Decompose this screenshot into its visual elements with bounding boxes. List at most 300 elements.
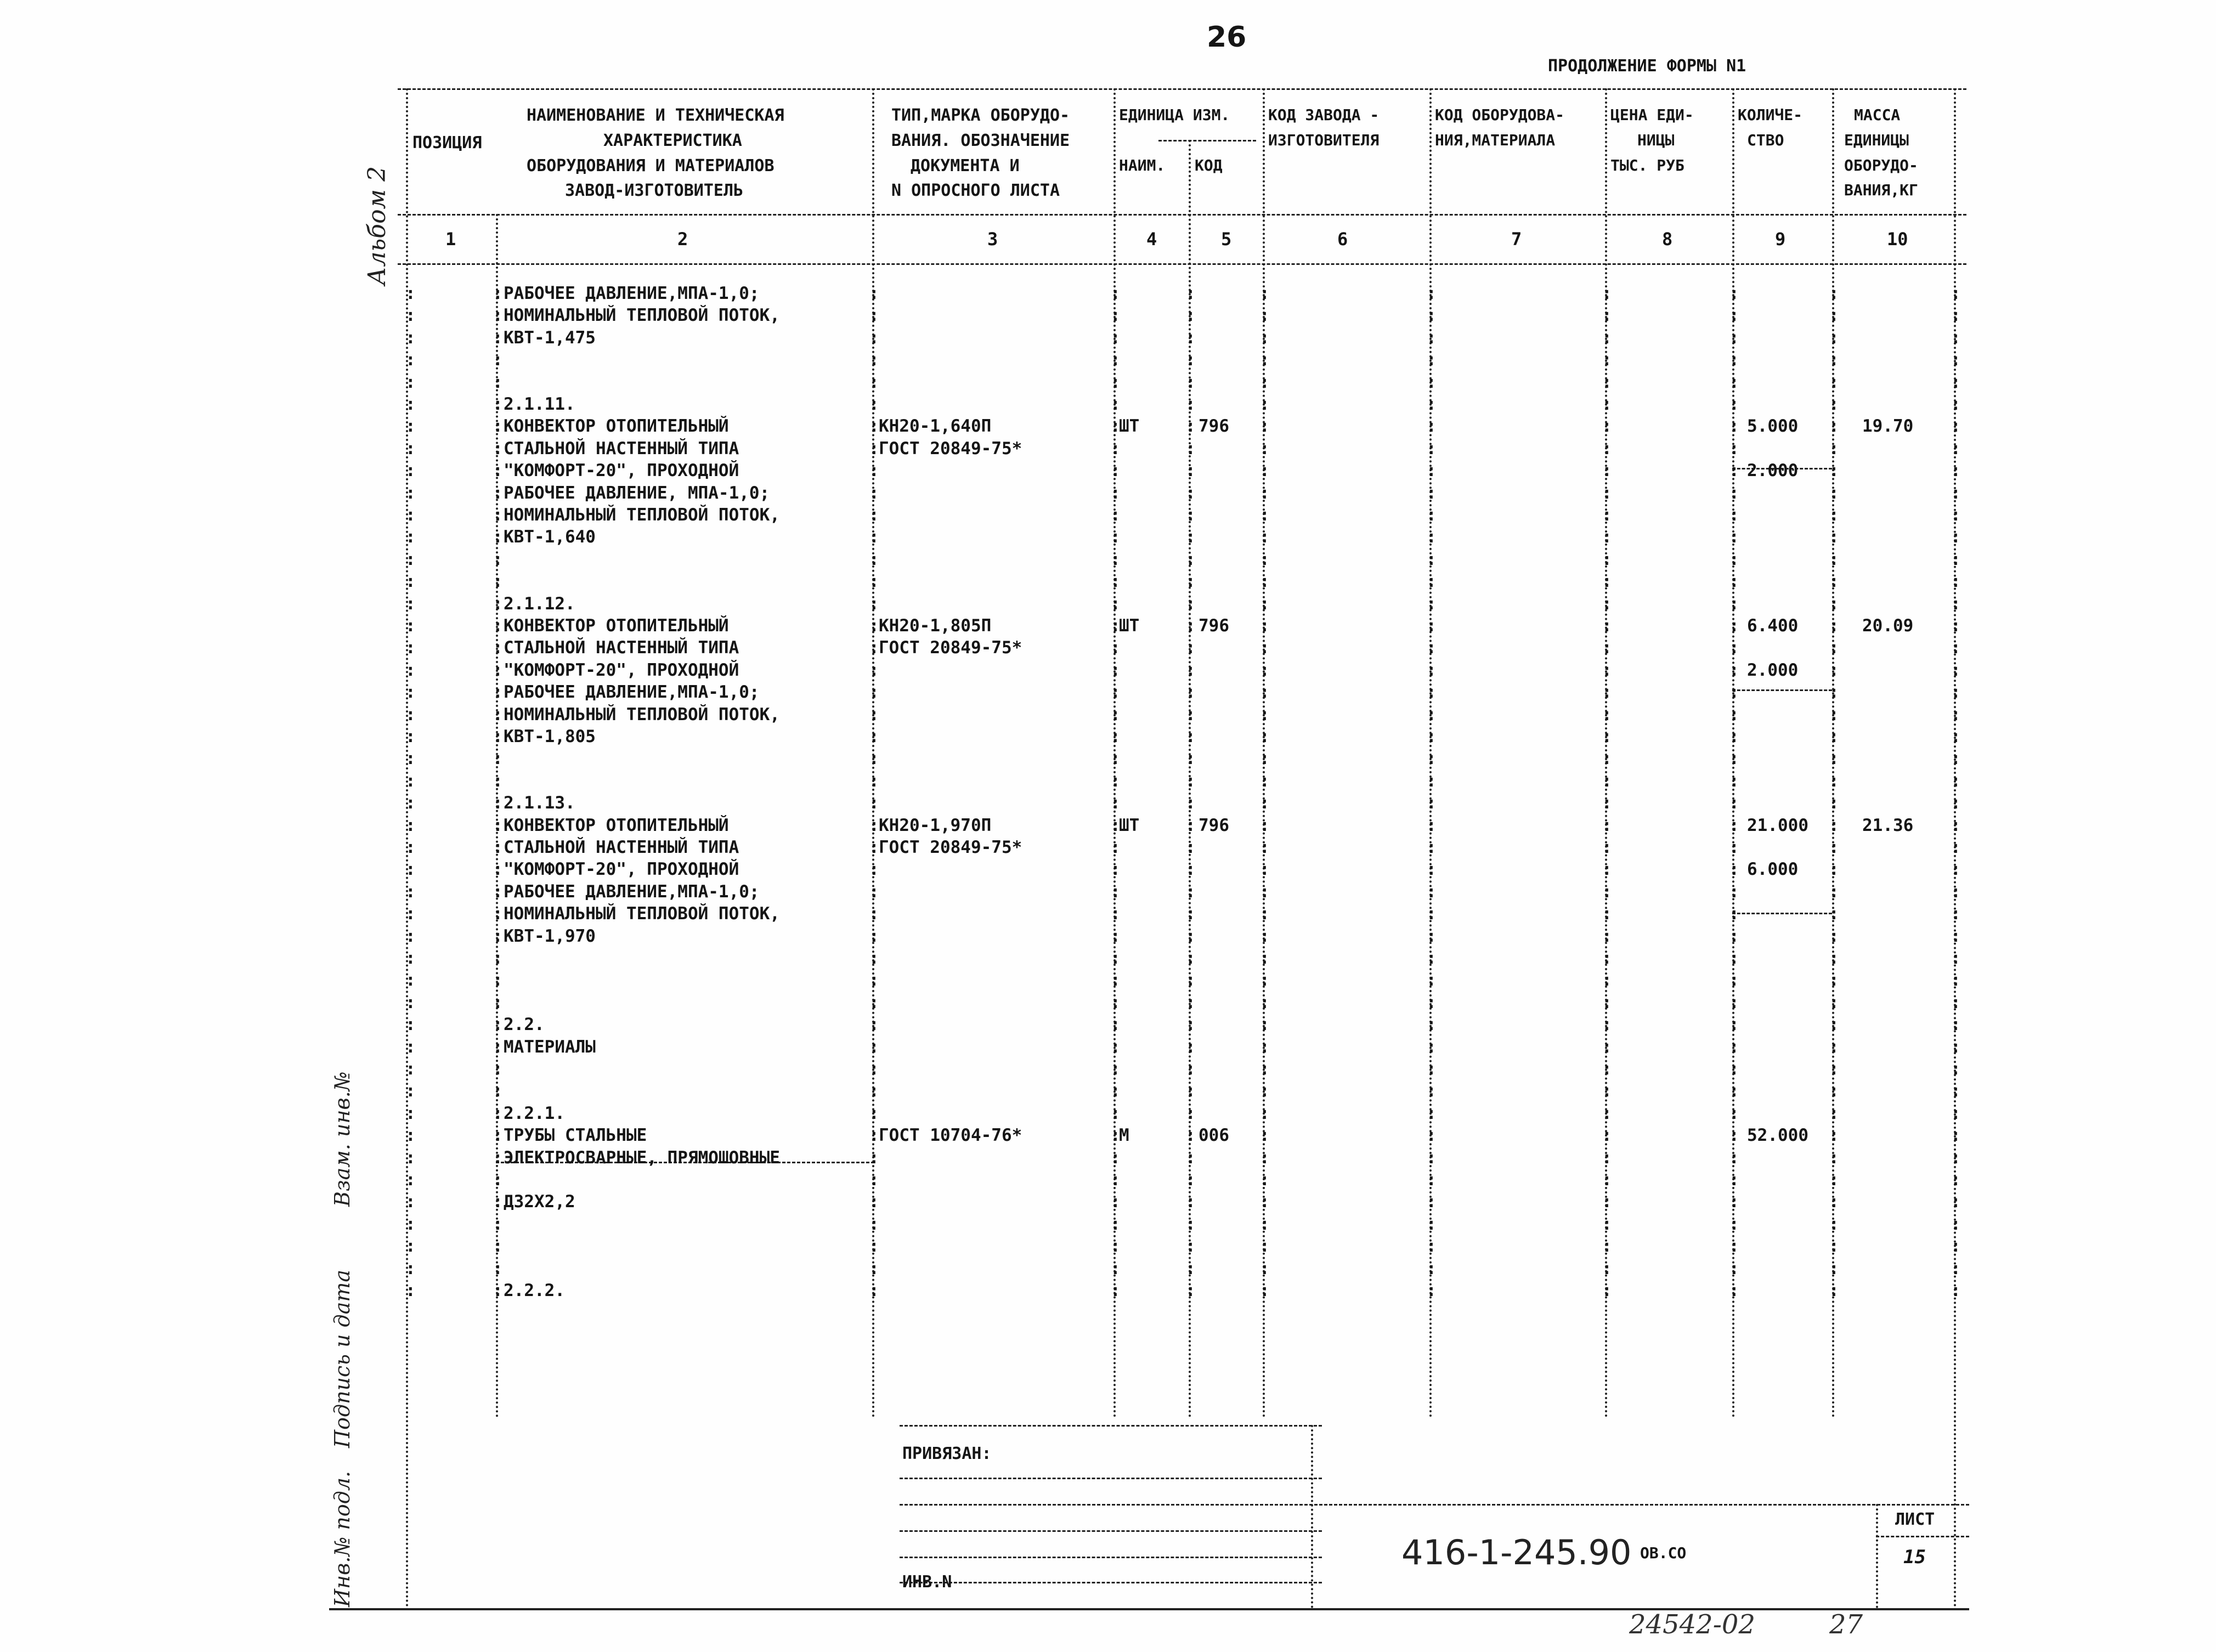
row-type-cell: ГОСТ 10704-76*: [879, 1125, 1022, 1145]
column-separator-mark: :: [405, 682, 416, 702]
column-separator-mark: :: [1829, 838, 1839, 857]
column-separator-mark: :: [1602, 993, 1612, 1012]
column-separator-mark: :: [1829, 1015, 1839, 1034]
row-type-cell: ГОСТ 20849-75*: [879, 439, 1022, 459]
column-separator-mark: :: [1829, 328, 1839, 348]
column-separator-mark: :: [493, 572, 503, 591]
column-separator-mark: :: [1110, 993, 1121, 1012]
column-separator-mark: :: [1185, 882, 1196, 902]
column-separator-mark: :: [493, 1259, 503, 1278]
column-separator-mark: :: [1602, 727, 1612, 746]
column-separator-mark: :: [1729, 416, 1739, 436]
column-separator-mark: :: [1951, 705, 1961, 725]
column-separator-mark: :: [405, 439, 416, 459]
column-separator-mark: :: [1829, 1081, 1839, 1101]
column-separator-mark: :: [493, 948, 503, 968]
column-separator-mark: :: [1185, 461, 1196, 480]
header-equip-line: НИЯ,МАТЕРИАЛА: [1435, 131, 1556, 149]
column-separator-mark: :: [1110, 1259, 1121, 1278]
column-separator-mark: :: [1951, 1236, 1961, 1256]
column-separator-mark: :: [405, 1192, 416, 1212]
column-separator-mark: :: [1426, 705, 1437, 725]
row-mass-cell: 19.70: [1862, 416, 1914, 436]
row-qty-cell: 6.400: [1747, 616, 1799, 636]
column-separator-mark: :: [1602, 461, 1612, 480]
column-separator-mark: :: [1426, 439, 1437, 459]
column-separator-mark: :: [1110, 793, 1121, 813]
column-separator-mark: :: [405, 660, 416, 680]
column-separator-mark: :: [1426, 638, 1437, 658]
column-separator-mark: :: [1110, 394, 1121, 414]
row-name-cell: КВТ-1,805: [504, 727, 596, 746]
column-separator-mark: :: [1829, 948, 1839, 968]
column-separator-mark: :: [869, 838, 879, 857]
row-name-cell: 2.2.2.: [504, 1281, 565, 1300]
column-separator-mark: :: [1259, 394, 1270, 414]
header-mass-line: ЕДИНИЦЫ: [1844, 131, 1909, 149]
column-separator-mark: :: [869, 483, 879, 503]
column-separator-mark: :: [1951, 904, 1961, 924]
column-separator-mark: :: [1110, 461, 1121, 480]
column-separator-mark: :: [1110, 572, 1121, 591]
column-separator-mark: :: [1185, 705, 1196, 725]
column-separator-mark: :: [1110, 970, 1121, 990]
col-number: 4: [1146, 229, 1157, 250]
column-separator-mark: :: [1951, 284, 1961, 303]
header-unit-label: ЕДИНИЦА ИЗМ.: [1119, 106, 1230, 124]
column-separator-mark: :: [1426, 505, 1437, 525]
unit-split-line: [1158, 140, 1256, 142]
column-separator-mark: :: [1110, 1236, 1121, 1256]
row-name-cell: РАБОЧЕЕ ДАВЛЕНИЕ, МПА-1,0;: [504, 483, 770, 503]
column-separator-mark: :: [1951, 1081, 1961, 1101]
column-separator-mark: :: [1602, 350, 1612, 370]
column-separator-mark: :: [1729, 1148, 1739, 1168]
column-separator-mark: :: [493, 882, 503, 902]
column-separator-mark: :: [1602, 1037, 1612, 1057]
column-separator-mark: :: [1829, 1059, 1839, 1079]
column-separator-mark: :: [1951, 1015, 1961, 1034]
column-separator-mark: :: [1602, 1081, 1612, 1101]
column-separator-mark: :: [1185, 1037, 1196, 1057]
column-separator-mark: :: [1729, 394, 1739, 414]
row-unit-cell: ШТ: [1119, 616, 1140, 636]
column-separator-mark: :: [1951, 1059, 1961, 1079]
column-separator-mark: :: [1602, 1015, 1612, 1034]
column-separator-mark: :: [1729, 838, 1739, 857]
column-separator-mark: :: [1185, 859, 1196, 879]
column-separator-mark: :: [1602, 1104, 1612, 1123]
column-separator-mark: :: [1951, 838, 1961, 857]
column-separator-mark: :: [1185, 1015, 1196, 1034]
column-separator-mark: :: [493, 505, 503, 525]
row-name-cell: 2.2.1.: [504, 1104, 565, 1123]
column-separator-mark: :: [1259, 284, 1270, 303]
row-name-cell: КВТ-1,475: [504, 328, 596, 348]
column-separator-mark: :: [1829, 1148, 1839, 1168]
column-separator-mark: :: [869, 1037, 879, 1057]
continuation-title: ПРОДОЛЖЕНИЕ ФОРМЫ N1: [1548, 56, 1746, 76]
col-number: 1: [445, 229, 456, 250]
column-separator-mark: :: [493, 970, 503, 990]
row-qty-cell: 21.000: [1747, 816, 1808, 835]
column-separator-mark: :: [1729, 1170, 1739, 1190]
column-separator-mark: :: [1110, 682, 1121, 702]
column-separator-mark: :: [1951, 926, 1961, 946]
column-separator-mark: :: [869, 682, 879, 702]
column-separator-mark: :: [1729, 859, 1739, 879]
column-separator-mark: :: [869, 1259, 879, 1278]
column-separator-mark: :: [1259, 1104, 1270, 1123]
column-separator-mark: :: [1426, 305, 1437, 325]
column-separator-mark: :: [1602, 793, 1612, 813]
column-separator-mark: :: [1259, 705, 1270, 725]
column-separator-mark: :: [1829, 439, 1839, 459]
column-separator-mark: :: [1951, 328, 1961, 348]
row-name-cell: 2.1.11.: [504, 394, 575, 414]
column-separator-mark: :: [1829, 727, 1839, 746]
column-separator-mark: :: [1829, 527, 1839, 547]
column-separator-mark: :: [1426, 394, 1437, 414]
column-separator-mark: :: [405, 638, 416, 658]
header-plant-line: ИЗГОТОВИТЕЛЯ: [1268, 131, 1380, 149]
stamp-divider: [1876, 1504, 1878, 1608]
column-separator-mark: :: [1259, 749, 1270, 768]
column-separator-mark: :: [1110, 838, 1121, 857]
column-separator-mark: :: [1110, 749, 1121, 768]
column-separator-mark: :: [1729, 350, 1739, 370]
column-separator-mark: :: [869, 394, 879, 414]
column-separator-mark: :: [869, 550, 879, 569]
column-separator-mark: :: [1829, 461, 1839, 480]
column-separator-mark: :: [869, 1192, 879, 1212]
column-separator-mark: :: [405, 461, 416, 480]
column-separator-mark: :: [1951, 1125, 1961, 1145]
column-separator-mark: :: [405, 1015, 416, 1034]
row-code-cell: 796: [1199, 816, 1229, 835]
column-separator-mark: :: [1729, 594, 1739, 614]
qty-split-line: [1732, 913, 1832, 914]
column-separator-mark: :: [1110, 505, 1121, 525]
column-separator-mark: :: [1259, 1214, 1270, 1234]
column-separator-mark: :: [1110, 328, 1121, 348]
column-separator-mark: :: [493, 527, 503, 547]
column-separator-mark: :: [1729, 638, 1739, 658]
column-separator-mark: :: [1185, 1148, 1196, 1168]
column-separator-mark: :: [493, 1081, 503, 1101]
col-number: 9: [1775, 229, 1786, 250]
column-separator-mark: :: [1426, 1214, 1437, 1234]
row-name-cell: ТРУБЫ СТАЛЬНЫЕ: [504, 1125, 647, 1145]
header-type-line: ТИП,МАРКА ОБОРУДО-: [891, 106, 1070, 125]
column-separator-mark: :: [1259, 372, 1270, 392]
column-separator-mark: :: [1110, 1081, 1121, 1101]
column-separator-mark: :: [405, 793, 416, 813]
column-separator-mark: :: [1426, 816, 1437, 835]
column-separator-mark: :: [405, 1259, 416, 1278]
column-separator-mark: :: [869, 1214, 879, 1234]
column-separator-mark: :: [1729, 483, 1739, 503]
column-separator-mark: :: [1602, 926, 1612, 946]
column-separator-mark: :: [869, 1059, 879, 1079]
column-separator-mark: :: [869, 1236, 879, 1256]
column-separator-mark: :: [1185, 1081, 1196, 1101]
row-name-cell: СТАЛЬНОЙ НАСТЕННЫЙ ТИПА: [504, 838, 739, 857]
column-separator-mark: :: [1602, 1236, 1612, 1256]
column-separator-mark: :: [1259, 926, 1270, 946]
column-separator-mark: :: [869, 616, 879, 636]
row-name-cell: КОНВЕКТОР ОТОПИТЕЛЬНЫЙ: [504, 416, 729, 436]
col-number: 6: [1337, 229, 1348, 250]
column-separator-mark: :: [1602, 1214, 1612, 1234]
column-separator-mark: :: [869, 305, 879, 325]
column-separator-mark: :: [1829, 284, 1839, 303]
column-separator-mark: :: [1185, 948, 1196, 968]
column-separator-mark: :: [1110, 439, 1121, 459]
column-separator-mark: :: [1185, 1214, 1196, 1234]
column-separator-mark: :: [1829, 771, 1839, 791]
table-top-border: [398, 88, 1966, 90]
column-separator-mark: :: [405, 483, 416, 503]
column-separator-mark: :: [1185, 1259, 1196, 1278]
column-separator-mark: :: [869, 948, 879, 968]
column-separator-mark: :: [869, 328, 879, 348]
column-separator-mark: :: [1729, 904, 1739, 924]
column-separator-mark: :: [1426, 483, 1437, 503]
column-separator-mark: :: [1259, 859, 1270, 879]
column-separator-mark: :: [1729, 328, 1739, 348]
column-separator-mark: :: [1426, 1236, 1437, 1256]
row-name-cell: СТАЛЬНОЙ НАСТЕННЫЙ ТИПА: [504, 638, 739, 658]
row-mass-cell: 20.09: [1862, 616, 1914, 636]
column-separator-mark: :: [1426, 660, 1437, 680]
column-separator-mark: :: [1110, 1015, 1121, 1034]
column-separator-mark: :: [1729, 682, 1739, 702]
column-separator-mark: :: [493, 660, 503, 680]
header-price-line: ЦЕНА ЕДИ-: [1610, 106, 1694, 124]
column-separator-mark: :: [1426, 771, 1437, 791]
column-separator-mark: :: [493, 372, 503, 392]
column-separator-mark: :: [1602, 572, 1612, 591]
column-separator-mark: :: [405, 1104, 416, 1123]
header-price-line: НИЦЫ: [1637, 131, 1675, 149]
column-separator-mark: :: [869, 416, 879, 436]
column-separator-mark: :: [1110, 616, 1121, 636]
column-separator-mark: :: [1259, 1236, 1270, 1256]
column-separator-mark: :: [1259, 594, 1270, 614]
column-separator-mark: :: [493, 705, 503, 725]
column-separator-mark: :: [1829, 1192, 1839, 1212]
stamp-line: [900, 1425, 1322, 1427]
column-separator-mark: :: [1602, 483, 1612, 503]
column-separator-mark: :: [1829, 1281, 1839, 1300]
column-separator-mark: :: [1951, 993, 1961, 1012]
column-separator-mark: :: [1951, 1192, 1961, 1212]
header-name-line: ЗАВОД-ИЗГОТОВИТЕЛЬ: [565, 181, 744, 200]
column-separator-mark: :: [1185, 970, 1196, 990]
column-separator-mark: :: [405, 394, 416, 414]
stamp-label-inv: Инв.№ подл.: [330, 1470, 354, 1607]
column-separator-mark: :: [1259, 948, 1270, 968]
row-qty-cell: 6.000: [1747, 859, 1799, 879]
column-separator-mark: :: [1259, 1037, 1270, 1057]
row-type-cell: ГОСТ 20849-75*: [879, 638, 1022, 658]
sheet-number: 15: [1903, 1546, 1926, 1568]
column-separator-mark: :: [405, 284, 416, 303]
column-separator-mark: :: [1110, 350, 1121, 370]
column-separator-mark: :: [1259, 350, 1270, 370]
column-separator-mark: :: [493, 1192, 503, 1212]
column-separator-mark: :: [1729, 439, 1739, 459]
column-separator-mark: :: [1951, 505, 1961, 525]
column-separator-mark: :: [1110, 550, 1121, 569]
column-separator-mark: :: [1602, 1148, 1612, 1168]
column-separator-mark: :: [1602, 859, 1612, 879]
row-name-cell: 2.2.: [504, 1015, 545, 1034]
header-name-line: НАИМЕНОВАНИЕ И ТЕХНИЧЕСКАЯ: [527, 106, 784, 125]
column-separator-mark: :: [1259, 838, 1270, 857]
col-number: 8: [1662, 229, 1673, 250]
column-separator-mark: :: [405, 859, 416, 879]
column-separator-mark: :: [1185, 416, 1196, 436]
col-number: 3: [987, 229, 998, 250]
column-separator-mark: :: [869, 1281, 879, 1300]
column-separator-mark: :: [1602, 439, 1612, 459]
column-separator-mark: :: [493, 439, 503, 459]
row-name-cell: СТАЛЬНОЙ НАСТЕННЫЙ ТИПА: [504, 439, 739, 459]
column-separator-mark: :: [405, 727, 416, 746]
column-separator-mark: :: [405, 993, 416, 1012]
column-separator-mark: :: [1829, 550, 1839, 569]
column-separator-mark: :: [1951, 660, 1961, 680]
column-separator-mark: :: [1259, 793, 1270, 813]
column-separator-mark: :: [1110, 1125, 1121, 1145]
col-number: 10: [1887, 229, 1908, 250]
column-separator-mark: :: [1259, 1148, 1270, 1168]
column-separator-mark: :: [1951, 594, 1961, 614]
column-separator-mark: :: [405, 882, 416, 902]
header-type-line: ВАНИЯ. ОБОЗНАЧЕНИЕ: [891, 131, 1070, 150]
column-separator-mark: :: [869, 638, 879, 658]
column-separator-mark: :: [1951, 682, 1961, 702]
row-name-cell: РАБОЧЕЕ ДАВЛЕНИЕ,МПА-1,0;: [504, 882, 760, 902]
column-separator-mark: :: [1426, 970, 1437, 990]
column-separator-mark: :: [1602, 682, 1612, 702]
column-separator-mark: :: [493, 749, 503, 768]
column-separator-mark: :: [1729, 1281, 1739, 1300]
header-equip-line: КОД ОБОРУДОВА-: [1435, 106, 1565, 124]
column-separator-mark: :: [1426, 1015, 1437, 1034]
header-type-line: N ОПРОСНОГО ЛИСТА: [891, 181, 1060, 200]
column-separator-mark: :: [1185, 749, 1196, 768]
column-separator-mark: :: [493, 1037, 503, 1057]
column-separator-mark: :: [1729, 461, 1739, 480]
column-separator-mark: :: [405, 527, 416, 547]
column-separator-mark: :: [1185, 904, 1196, 924]
column-separator-mark: :: [1185, 1125, 1196, 1145]
column-separator-mark: :: [493, 1170, 503, 1190]
column-separator-mark: :: [1951, 1170, 1961, 1190]
column-separator-mark: :: [1951, 550, 1961, 569]
column-separator-mark: :: [1110, 859, 1121, 879]
column-separator-mark: :: [869, 771, 879, 791]
row-mass-cell: 21.36: [1862, 816, 1914, 835]
column-separator-mark: :: [1110, 284, 1121, 303]
column-separator-mark: :: [1110, 926, 1121, 946]
row-qty-cell: 52.000: [1747, 1125, 1808, 1145]
stamp-label-replace: Взам. инв.№: [330, 1071, 354, 1207]
column-separator-mark: :: [1729, 1059, 1739, 1079]
column-separator-mark: :: [1426, 682, 1437, 702]
column-separator-mark: :: [1185, 505, 1196, 525]
column-separator-mark: :: [1829, 594, 1839, 614]
column-separator-mark: :: [1110, 904, 1121, 924]
column-separator-mark: :: [1426, 1125, 1437, 1145]
column-separator-mark: :: [869, 1015, 879, 1034]
column-separator-mark: :: [493, 305, 503, 325]
column-separator-mark: :: [1110, 660, 1121, 680]
header-mass-line: МАССА: [1854, 106, 1901, 124]
column-separator-mark: :: [1951, 305, 1961, 325]
column-separator-mark: :: [493, 793, 503, 813]
column-separator-mark: :: [869, 527, 879, 547]
column-separator-mark: :: [405, 838, 416, 857]
header-price-line: ТЫС. РУБ: [1610, 156, 1684, 174]
column-separator-mark: :: [1185, 993, 1196, 1012]
column-separator-mark: :: [405, 771, 416, 791]
header-pos-label: ПОЗИЦИЯ: [412, 133, 482, 152]
column-separator-mark: :: [493, 682, 503, 702]
row-name-cell: КВТ-1,640: [504, 527, 596, 547]
column-separator-mark: :: [1829, 350, 1839, 370]
column-separator-mark: :: [1259, 1125, 1270, 1145]
header-bottom-border: [398, 214, 1966, 216]
column-separator-mark: :: [1602, 1281, 1612, 1300]
column-separator-mark: :: [1602, 970, 1612, 990]
column-separator-mark: :: [1110, 948, 1121, 968]
column-separator-mark: :: [1602, 1125, 1612, 1145]
column-separator-mark: :: [1426, 1170, 1437, 1190]
stamp-label-signature: Подпись и дата: [330, 1269, 354, 1448]
column-separator-mark: :: [1110, 1281, 1121, 1300]
column-separator-mark: :: [1426, 793, 1437, 813]
column-separator-mark: :: [1602, 372, 1612, 392]
column-separator-mark: :: [869, 572, 879, 591]
column-separator-mark: :: [1951, 1148, 1961, 1168]
column-separator-mark: :: [869, 926, 879, 946]
stamp-divider: [1311, 1425, 1313, 1608]
stamp-line: [900, 1478, 1322, 1479]
column-separator-mark: :: [405, 328, 416, 348]
row-name-cell: НОМИНАЛЬНЫЙ ТЕПЛОВОЙ ПОТОК,: [504, 505, 780, 525]
column-separator-mark: :: [1951, 461, 1961, 480]
column-separator-mark: :: [405, 505, 416, 525]
row-code-cell: 006: [1199, 1125, 1229, 1145]
column-separator-mark: :: [1426, 594, 1437, 614]
column-separator-mark: :: [1110, 372, 1121, 392]
column-separator-mark: :: [1185, 483, 1196, 503]
stamp-line: [900, 1504, 1969, 1506]
bottom-handwritten-code: 24542-02: [1629, 1609, 1755, 1640]
column-separator-mark: :: [1829, 305, 1839, 325]
row-qty-cell: 2.000: [1747, 461, 1799, 480]
column-separator-mark: :: [1110, 638, 1121, 658]
column-separator-mark: :: [1426, 372, 1437, 392]
header-unit-name: НАИМ.: [1119, 156, 1166, 174]
column-separator-mark: :: [1729, 660, 1739, 680]
column-separator-mark: :: [1951, 859, 1961, 879]
column-separator-mark: :: [1426, 527, 1437, 547]
